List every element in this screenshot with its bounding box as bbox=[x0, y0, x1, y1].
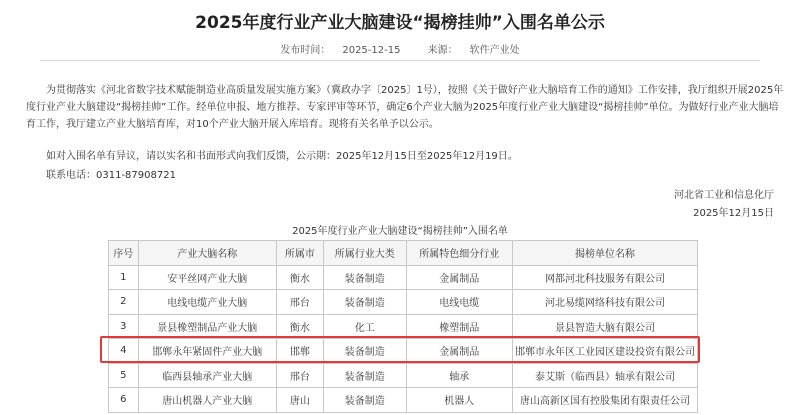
source-value: 软件产业处 bbox=[469, 45, 520, 56]
cell-industry: 装备制造 bbox=[323, 339, 406, 364]
cell-brain-name: 安平丝网产业大脑 bbox=[138, 265, 276, 290]
cell-brain-name: 唐山机器人产业大脑 bbox=[138, 388, 276, 413]
header-sub-industry: 所属特色细分行业 bbox=[406, 241, 512, 266]
header-index: 序号 bbox=[109, 241, 139, 266]
cell-city: 邢台 bbox=[276, 363, 323, 388]
table-title: 2025年度行业产业大脑建设“揭榜挂帅”入围名单 bbox=[292, 226, 508, 237]
publish-time-value: 2025-12-15 bbox=[342, 45, 401, 56]
cell-city: 衡水 bbox=[276, 265, 323, 290]
cell-industry: 装备制造 bbox=[323, 388, 406, 413]
article-meta bbox=[0, 41, 800, 56]
cell-index: 5 bbox=[109, 363, 139, 388]
cell-sub-industry: 金属制品 bbox=[406, 339, 512, 364]
objection-paragraph: 如对入围名单有异议，请以实名和书面形式向我们反馈，公示期：2025年12月15日至2025年12月19日。 bbox=[46, 151, 518, 162]
source-label: 来源： bbox=[427, 45, 458, 56]
table-header-row bbox=[109, 241, 698, 266]
cell-unit: 泰艾斯（临西县）轴承有限公司 bbox=[512, 363, 697, 388]
cell-sub-industry: 金属制品 bbox=[406, 265, 512, 290]
cell-sub-industry: 轴承 bbox=[406, 363, 512, 388]
cell-brain-name: 景县橡塑制品产业大脑 bbox=[138, 314, 276, 339]
signature-date: 2025年12月15日 bbox=[693, 208, 774, 219]
header-brain-name: 产业大脑名称 bbox=[138, 241, 276, 266]
cell-industry: 装备制造 bbox=[323, 363, 406, 388]
cell-index: 6 bbox=[109, 388, 139, 413]
table-row bbox=[109, 290, 698, 315]
cell-sub-industry: 机器人 bbox=[406, 388, 512, 413]
cell-brain-name: 邯郸永年紧固件产业大脑 bbox=[138, 339, 276, 364]
table-row bbox=[109, 314, 698, 339]
table-row bbox=[109, 265, 698, 290]
cell-city: 唐山 bbox=[276, 388, 323, 413]
table-row-highlighted bbox=[109, 339, 698, 364]
cell-unit: 邯郸市永年区工业园区建设投资有限公司 bbox=[512, 339, 697, 364]
cell-industry: 装备制造 bbox=[323, 265, 406, 290]
cell-sub-industry: 橡塑制品 bbox=[406, 314, 512, 339]
cell-unit: 唐山高新区国有控股集团有限责任公司 bbox=[512, 388, 697, 413]
cell-city: 衡水 bbox=[276, 314, 323, 339]
publish-time bbox=[274, 45, 406, 56]
title-divider bbox=[40, 60, 760, 61]
page-title: 2025年度行业产业大脑建设“揭榜挂帅”入围名单公示 bbox=[195, 13, 605, 33]
cell-industry: 化工 bbox=[323, 314, 406, 339]
cell-city: 邯郸 bbox=[276, 339, 323, 364]
cell-unit: 网都河北科技服务有限公司 bbox=[512, 265, 697, 290]
header-unit: 揭榜单位名称 bbox=[512, 241, 697, 266]
publish-time-label: 发布时间： bbox=[280, 45, 331, 56]
cell-unit: 景县智造大脑有限公司 bbox=[512, 314, 697, 339]
source bbox=[422, 45, 526, 56]
table-row bbox=[109, 363, 698, 388]
shortlist-table bbox=[108, 240, 698, 413]
header-city: 所属市 bbox=[276, 241, 323, 266]
cell-unit: 河北易缆网络科技有限公司 bbox=[512, 290, 697, 315]
table-row bbox=[109, 388, 698, 413]
cell-city: 邢台 bbox=[276, 290, 323, 315]
cell-industry: 装备制造 bbox=[323, 290, 406, 315]
cell-brain-name: 电线电缆产业大脑 bbox=[138, 290, 276, 315]
cell-index: 4 bbox=[109, 339, 139, 364]
signature-org: 河北省工业和信息化厅 bbox=[674, 190, 774, 201]
cell-sub-industry: 电线电缆 bbox=[406, 290, 512, 315]
cell-index: 1 bbox=[109, 265, 139, 290]
header-industry: 所属行业大类 bbox=[323, 241, 406, 266]
cell-brain-name: 临西县轴承产业大脑 bbox=[138, 363, 276, 388]
intro-paragraph: 为贯彻落实《河北省数字技术赋能制造业高质量发展实施方案》（冀政办字〔2025〕1号），按照《关于做好产业大脑培育工作的通知》工作安排，我厅组织开展2025年度行业产业大脑建设“揭榜挂帅”工作。经单位申报、地方推荐、专家评审等环节，确定6个产业大脑为2025年度行业产业大脑建设“揭榜挂帅”单位。为做好行业产业大脑培育工作，我厅建立产业大脑培育库，对10个产业大脑开展入库培育。现将有关名单予以公示。 bbox=[26, 85, 784, 130]
cell-index: 3 bbox=[109, 314, 139, 339]
contact-phone: 联系电话：0311-87908721 bbox=[46, 170, 176, 181]
cell-index: 2 bbox=[109, 290, 139, 315]
